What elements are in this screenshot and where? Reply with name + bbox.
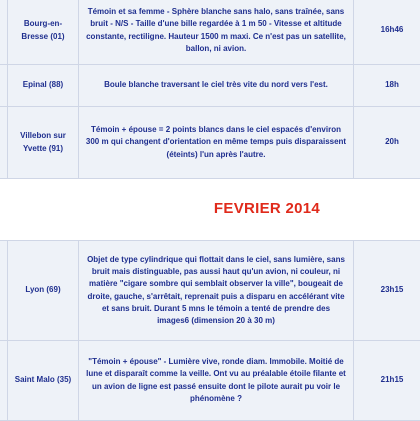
date-cell	[0, 241, 8, 341]
location-cell: Bourg-en-Bresse (01)	[8, 0, 79, 65]
location-cell: Saint Malo (35)	[8, 341, 79, 421]
date-cell	[0, 65, 8, 107]
date-cell	[0, 341, 8, 421]
table-row	[0, 0, 420, 65]
description-cell: Témoin + épouse = 2 points blancs dans le ciel espacés d'environ 300 m qui changent d'orientation en même temps puis disparaissent (éteints) l'un après l'autre.	[79, 107, 354, 179]
time-cell: 21h15	[354, 341, 420, 421]
time-cell: 20h	[354, 107, 420, 179]
date-cell	[0, 107, 8, 179]
table-row	[0, 341, 420, 421]
table-row	[0, 107, 420, 179]
table-row	[0, 241, 420, 341]
description-cell: Témoin et sa femme - Sphère blanche sans halo, sans traînée, sans bruit - N/S - Taille d'une bille regardée à 1 m 50 - Vitesse et altitude constante, rectiligne. Hauteur 1500 m maxi. Ce n'est pas un satellite, ballon, ni avion.	[79, 0, 354, 65]
description-cell: Boule blanche traversant le ciel très vite du nord vers l'est.	[79, 65, 354, 107]
time-cell: 16h46	[354, 0, 420, 65]
location-cell: Villebon sur Yvette (91)	[8, 107, 79, 179]
time-cell: 23h15	[354, 241, 420, 341]
location-cell: Epinal (88)	[8, 65, 79, 107]
month-header-row	[0, 179, 420, 241]
month-header: FEVRIER 2014	[0, 179, 420, 241]
location-cell: Lyon (69)	[8, 241, 79, 341]
description-cell: Objet de type cylindrique qui flottait dans le ciel, sans lumière, sans bruit mais distinguable, pas aussi haut qu'un avion, ni couleur, ni matière "cigare sombre qui semblait observer la ville", bougeait de droite, gauche, s'arrêtait, reprenait puis a disparu en accélérant vite et sans bruit. Durant 5 mns le témoin a tenté de prendre des images6 (dimension 20 à 30 m)	[79, 241, 354, 341]
date-cell	[0, 0, 8, 65]
description-cell: "Témoin + épouse" - Lumière vive, ronde diam. Immobile. Moitié de lune et disparaît comme la veille. Ont vu au préalable étoile filante et un avion de ligne est passé ensuite dont le pilote aurait pu voir le phénomène ?	[79, 341, 354, 421]
time-cell: 18h	[354, 65, 420, 107]
table-row	[0, 65, 420, 107]
